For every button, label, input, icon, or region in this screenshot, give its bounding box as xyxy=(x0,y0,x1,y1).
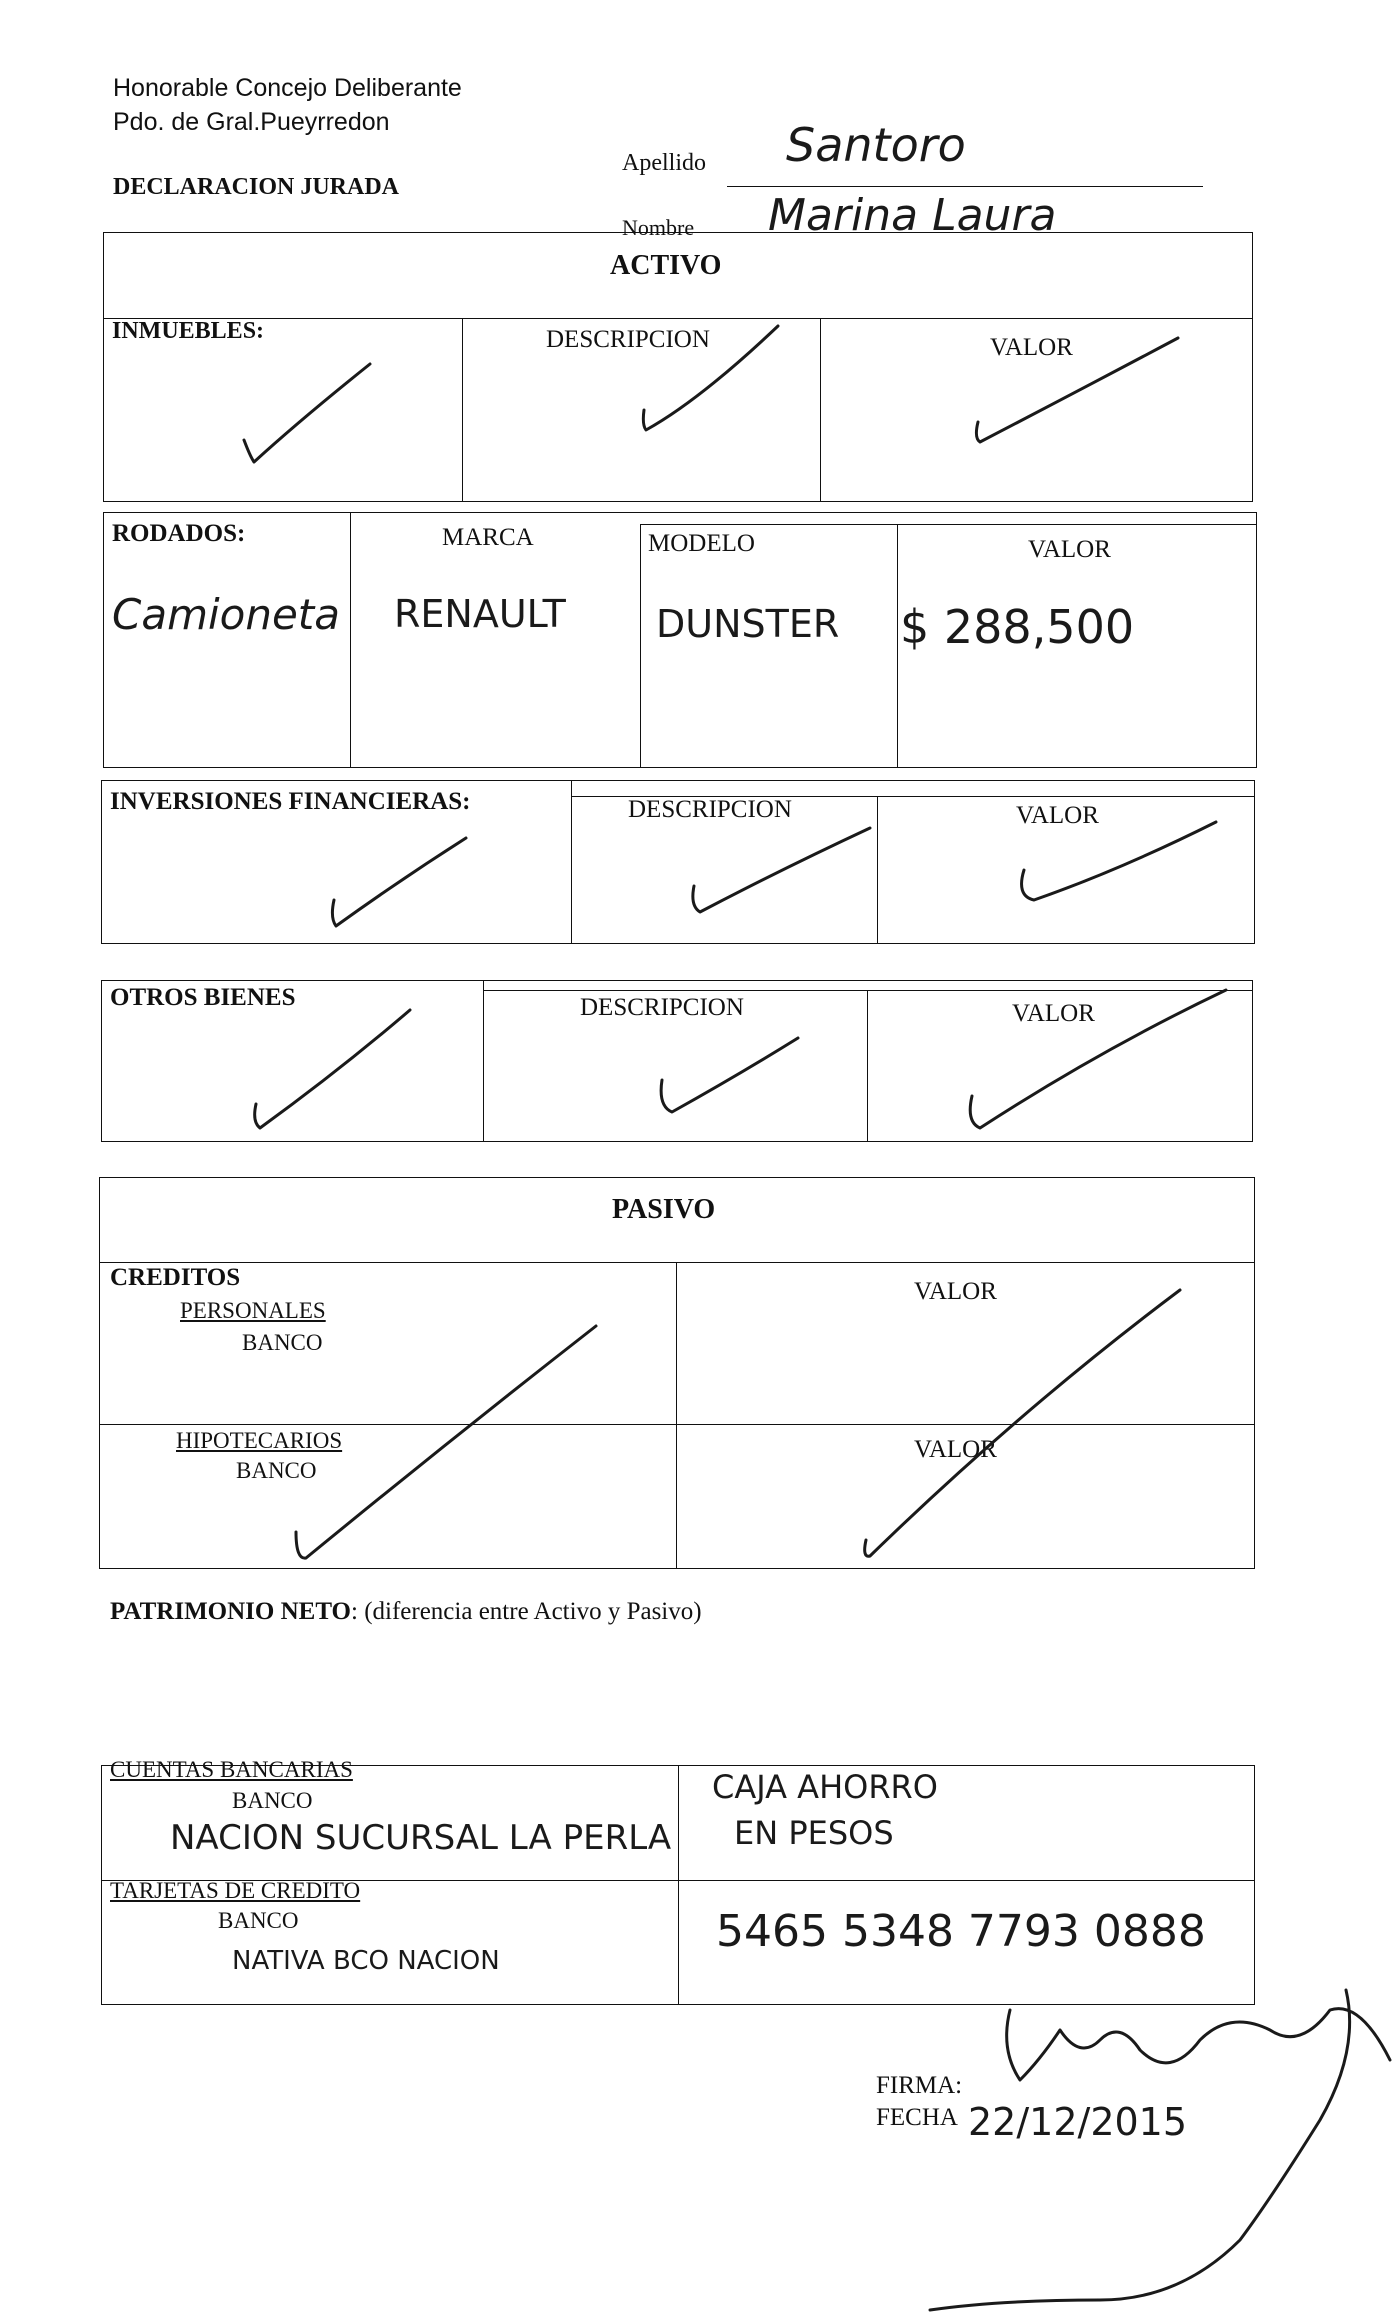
cuentas-col-div xyxy=(678,1765,679,2005)
fecha-value: 22/12/2015 xyxy=(968,2100,1188,2144)
otros-descripcion-label: DESCRIPCION xyxy=(580,994,744,1021)
rodados-col-div-3 xyxy=(897,524,898,768)
firma-label: FIRMA: xyxy=(876,2072,963,2099)
hipotecarios-valor-label: VALOR xyxy=(914,1436,997,1463)
tarjetas-banco-label: BANCO xyxy=(218,1908,299,1933)
signature-tail-icon xyxy=(930,1990,1350,2310)
tarjeta-numero: 5465 5348 7793 0888 xyxy=(716,1906,1206,1957)
rodados-col-div-2 xyxy=(640,524,641,768)
org-district: Pdo. de Gral.Pueyrredon xyxy=(113,108,390,136)
inversiones-descripcion-label: DESCRIPCION xyxy=(628,796,792,823)
otros-col-div-2 xyxy=(867,990,868,1142)
org-name: Honorable Concejo Deliberante xyxy=(113,74,462,102)
cuentas-banco-label: BANCO xyxy=(232,1788,313,1813)
patrimonio-label: PATRIMONIO NETO xyxy=(110,1598,351,1625)
apellido-line xyxy=(727,186,1203,187)
rodados-top-inner-line xyxy=(640,524,1257,525)
rodado-marca: RENAULT xyxy=(394,592,566,636)
cuentas-label: CUENTAS BANCARIAS xyxy=(110,1757,353,1782)
inversiones-col-div-2 xyxy=(877,796,878,944)
inmuebles-label: INMUEBLES: xyxy=(112,318,265,344)
pasivo-row-div xyxy=(99,1424,1255,1425)
personales-valor-label: VALOR xyxy=(914,1278,997,1305)
fecha-label: FECHA xyxy=(876,2104,958,2131)
doc-title: DECLARACION JURADA xyxy=(113,174,400,200)
patrimonio-neto xyxy=(110,1598,702,1626)
patrimonio-note: : (diferencia entre Activo y Pasivo) xyxy=(351,1598,702,1625)
otros-col-div-1 xyxy=(483,980,484,1142)
otros-bienes-label: OTROS BIENES xyxy=(110,984,296,1011)
rodado-valor: $ 288,500 xyxy=(900,600,1135,654)
signature-icon xyxy=(1007,2009,1390,2080)
marca-label: MARCA xyxy=(442,524,534,551)
inversiones-col-div-1 xyxy=(571,780,572,944)
activo-title: ACTIVO xyxy=(610,250,722,281)
nombre-label: Nombre xyxy=(622,215,695,240)
personales-label: PERSONALES xyxy=(180,1298,326,1323)
rodados-valor-label: VALOR xyxy=(1028,536,1111,563)
otros-valor-label: VALOR xyxy=(1012,1000,1095,1027)
rodados-col-div-1 xyxy=(350,512,351,768)
creditos-label: CREDITOS xyxy=(110,1264,241,1291)
rodados-label: RODADOS: xyxy=(112,520,246,547)
tarjetas-label: TARJETAS DE CREDITO xyxy=(110,1878,361,1903)
inversiones-label: INVERSIONES FINANCIERAS: xyxy=(110,788,471,815)
inmuebles-valor-label: VALOR xyxy=(990,334,1073,361)
rodado-tipo: Camioneta xyxy=(112,590,341,639)
cuentas-tipo-line1: CAJA AHORRO xyxy=(712,1768,938,1806)
hipotecarios-label: HIPOTECARIOS xyxy=(176,1428,343,1453)
nombre-value: Marina Laura xyxy=(768,190,1057,241)
otros-top-inner-line xyxy=(483,990,1253,991)
tarjetas-banco-value: NATIVA BCO NACION xyxy=(232,1946,500,1976)
modelo-label: MODELO xyxy=(648,530,755,557)
apellido-label: Apellido xyxy=(622,150,706,176)
activo-divider xyxy=(103,318,1253,319)
cuentas-banco-value: NACION SUCURSAL LA PERLA xyxy=(170,1818,672,1858)
cuentas-tipo-line2: EN PESOS xyxy=(734,1814,894,1852)
pasivo-section xyxy=(99,1177,1255,1569)
inversiones-valor-label: VALOR xyxy=(1016,802,1099,829)
inmuebles-col-div-2 xyxy=(820,318,821,502)
hipotecarios-banco-label: BANCO xyxy=(236,1458,317,1483)
pasivo-col-div xyxy=(676,1262,677,1569)
pasivo-title: PASIVO xyxy=(612,1194,716,1225)
inmuebles-descripcion-label: DESCRIPCION xyxy=(546,326,710,353)
inmuebles-col-div-1 xyxy=(462,318,463,502)
personales-banco-label: BANCO xyxy=(242,1330,323,1355)
pasivo-divider xyxy=(99,1262,1255,1263)
rodado-modelo: DUNSTER xyxy=(656,602,840,646)
apellido-value: Santoro xyxy=(786,118,966,172)
